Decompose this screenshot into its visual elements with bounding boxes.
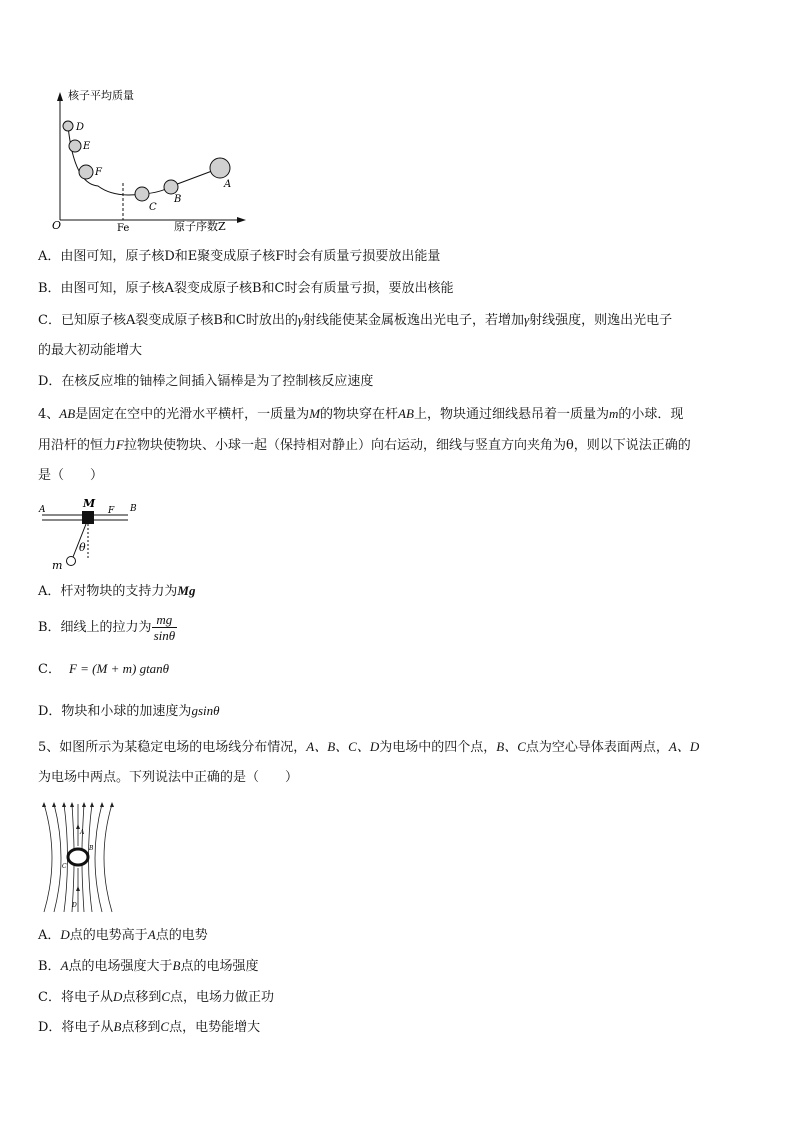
q5-points: B、C [496,739,526,754]
var-ab: AB [59,406,76,421]
var-point: C [160,1019,170,1034]
var-point: C [161,989,171,1004]
q4-option-c-text: C． [38,662,61,677]
var-M: M [309,406,321,421]
point-E [69,140,81,152]
q5-option-text: 点的电场强度 [180,959,259,974]
fraction-denominator: sinθ [153,628,176,643]
q5-option-text: D．将电子从 [38,1020,114,1035]
q4-stem-line1 [38,406,683,423]
y-axis-arrow [57,92,63,101]
q5-stem-text: 点为空心导体表面两点， [525,740,669,755]
point-D-label: D [76,122,85,133]
q3-option-c-line1 [38,312,672,329]
point-D-label: D [72,902,77,909]
point-B [164,180,178,194]
point-E-label: E [83,141,91,152]
q5-option-text: 点移到 [122,990,162,1005]
block-M [82,511,94,524]
q3-option-b: B．由图可知，原子核A裂变成原子核B和C时会有质量亏损，要放出核能 [38,281,454,296]
point-B-label: B [174,194,182,205]
q3-option-c-line2: 的最大初动能增大 [38,343,143,358]
point-C [135,187,149,201]
q5-option-text: C．将电子从 [38,990,113,1005]
q5-option-text: 点的电势高于 [69,928,148,943]
var-point: D [112,989,123,1004]
q4-number: 4、 [38,407,60,422]
q5-stem-line1 [38,739,699,756]
q3-option-d: D．在核反应堆的铀棒之间插入镉棒是为了控制核反应速度 [38,374,374,389]
q4-option-a [38,583,195,600]
q4-stem-text: 的小球．现 [618,407,684,422]
rod-end-a-label: A [39,505,46,515]
var-point: D [60,927,70,942]
q4-stem-text: 上，物块通过细线悬吊着一质量为 [413,407,609,422]
q5-stem-line2: 为电场中两点。下列说法中正确的是（ ） [38,770,299,785]
q4-stem-text: 的物块穿在杆 [320,407,399,422]
var-point: A [147,927,156,942]
point-A [210,158,230,178]
var-point: B [172,958,181,973]
q5-option-b [38,958,259,975]
q4-option-d-math: gsinθ [191,703,220,718]
q5-option-d [38,1019,260,1036]
var-F: F [116,437,124,452]
q5-option-text: B． [38,959,61,974]
point-D [63,121,73,131]
var-m: m [608,406,619,421]
point-C-label: C [62,863,67,870]
q5-option-text: 点，电势能增大 [169,1020,261,1035]
q4-figure-rod-block-ball [36,496,146,572]
q3-option-a: A．由图可知，原子核D和E聚变成原子核F时会有质量亏损要放出能量 [38,249,441,264]
q5-points: A、D [668,739,700,754]
q4-option-c-math: F = (M + m) gtanθ [68,661,170,676]
q4-option-d [38,703,220,720]
point-B-label: B [89,845,94,852]
q5-option-text: A． [38,928,61,943]
ball-m-label: m [52,559,63,572]
block-M-label: M [83,497,96,510]
point-C-label: C [149,202,157,213]
force-F-label: F [108,506,115,516]
q4-stem-text: 是固定在空中的光滑水平横杆，一质量为 [75,407,310,422]
q5-option-text: 点的电场强度大于 [68,959,173,974]
q5-stem-text: 5、如图所示为某稳定电场的电场线分布情况， [38,740,307,755]
y-axis-label: 核子平均质量 [68,89,134,102]
q4-option-a-math: Mg [177,583,196,598]
q4-stem-line2 [38,437,691,454]
point-A-label: A [80,829,85,836]
q5-option-c [38,989,274,1006]
q5-option-text: 点的电势 [155,928,208,943]
hollow-conductor [68,849,88,865]
q5-stem-text: 为电场中的四个点， [379,740,497,755]
gamma-symbol: γ [523,312,530,327]
q4-stem-text: 用沿杆的恒力 [38,438,117,453]
q5-option-a [38,927,208,944]
point-A-label: A [224,179,232,190]
q3-option-c-text1: C．已知原子核A裂变成原子核B和C时放出的 [38,313,298,328]
q5-option-text: 点移到 [121,1020,161,1035]
var-ab: AB [398,406,414,421]
q5-option-text: 点，电场力做正功 [170,990,275,1005]
fraction-numerator: mg [152,612,178,628]
q4-option-b-text: B．细线上的拉力为 [38,620,152,635]
angle-theta-label: θ [79,541,86,554]
curve [68,126,220,195]
q5-figure-electric-field-lines [38,800,118,915]
var-point: B [113,1019,122,1034]
var-point: A [60,958,69,973]
q3-option-c-text3: 射线强度，则逸出光电子 [529,313,673,328]
q5-points: A、B、C、D [306,739,380,754]
point-F [79,165,93,179]
ball-m [67,557,76,566]
q4-option-a-text: A．杆对物块的支持力为 [38,584,178,599]
point-F-label: F [95,167,102,178]
q3-option-c-text2: 射线能使某金属板逸出光电子，若增加 [302,313,524,328]
origin-label: O [52,219,62,232]
gamma-symbol: γ [297,312,303,327]
rod-end-b-label: B [130,504,137,514]
fe-label: Fe [117,223,130,234]
q3-figure-binding-energy-curve [48,86,258,234]
q4-option-b-fraction [152,612,178,643]
q4-option-b [38,612,177,643]
q4-stem-line3: 是（ ） [38,468,104,483]
q4-option-d-text: D．物块和小球的加速度为 [38,704,192,719]
q4-stem-text: 拉物块使物块、小球一起（保持相对静止）向右运动，细线与竖直方向夹角为θ，则以下说法正确的 [123,438,691,453]
x-axis-label: 原子序数Z [174,220,226,233]
q4-option-c [38,661,169,678]
x-axis-arrow [237,217,246,223]
